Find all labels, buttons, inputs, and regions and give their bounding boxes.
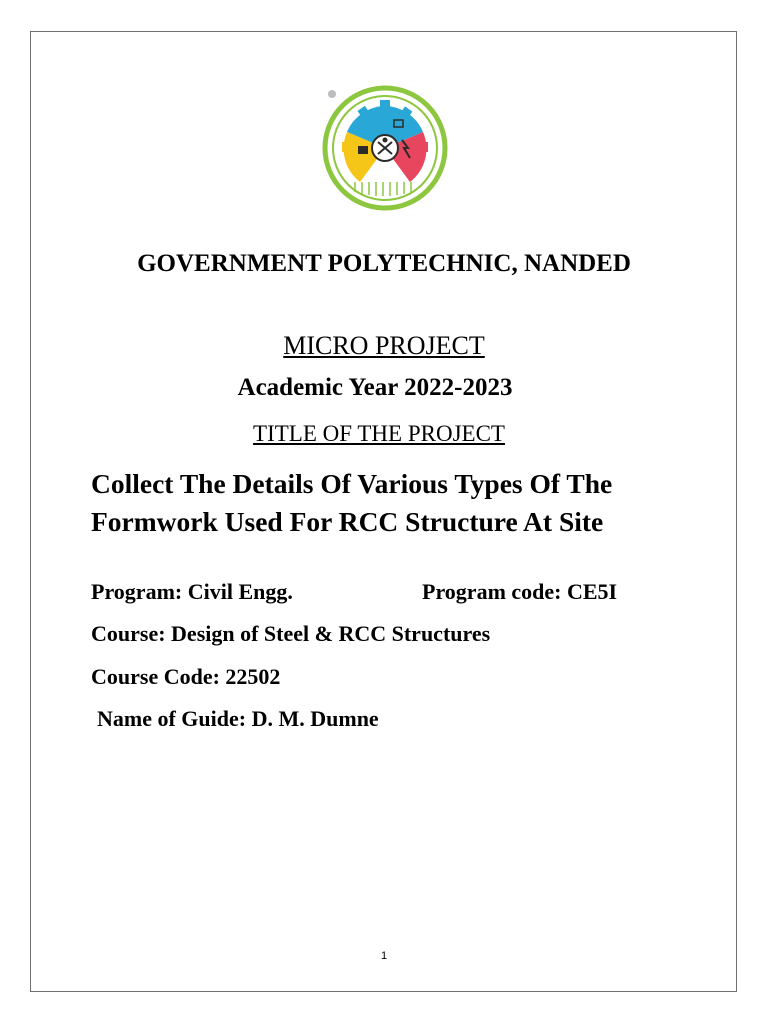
course-code: Course Code: 22502 [91, 664, 281, 689]
program: Program: Civil Engg. [91, 579, 293, 604]
registered-mark-icon [328, 90, 336, 98]
academic-year: Academic Year 2022-2023 [237, 374, 513, 401]
page-number: 1 [380, 950, 388, 962]
course: Course: Design of Steel & RCC Structures [91, 621, 491, 646]
project-title: Collect The Details Of Various Types Of The Formwork Used For RCC Structure At Site [91, 468, 613, 537]
project-type: MICRO PROJECT [283, 331, 485, 360]
guide-name: Name of Guide: D. M. Dumne [97, 706, 379, 731]
program-code: Program code: CE5I [422, 579, 618, 604]
college-emblem-icon [320, 82, 450, 214]
institution-name: GOVERNMENT POLYTECHNIC, NANDED [137, 250, 631, 277]
title-heading: TITLE OF THE PROJECT [253, 421, 505, 446]
